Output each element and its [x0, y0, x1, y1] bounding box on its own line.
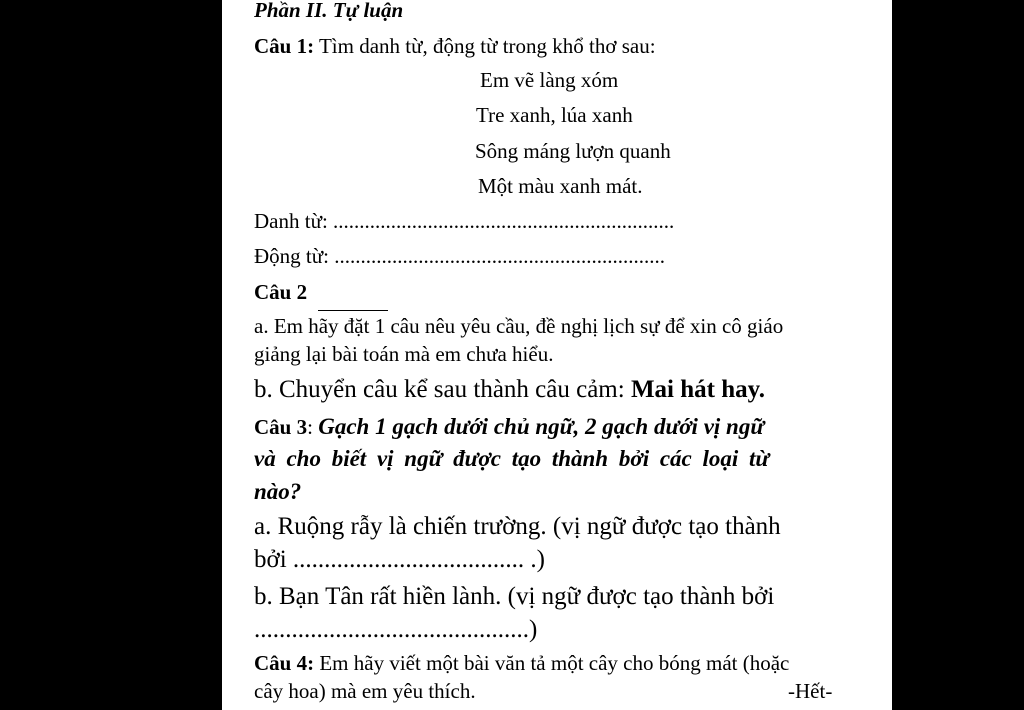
question-4-line-1 [254, 653, 789, 674]
poem-line-4: Một màu xanh mát. [478, 174, 643, 198]
question-4-label: Câu 4: [254, 651, 315, 675]
question-3-colon: : [307, 415, 319, 439]
document-page [222, 0, 892, 710]
section-title: Phần II. Tự luận [254, 0, 404, 22]
question-1-line [254, 36, 656, 57]
question-2b-prompt: b. Chuyển câu kể sau thành câu cảm: [254, 376, 631, 403]
question-3a-line-1: a. Ruộng rẫy là chiến trường. (vị ngữ được tạo thành [254, 513, 781, 540]
end-marker: -Hết- [788, 679, 833, 703]
overline-mark [318, 310, 388, 311]
poem-line-1: Em vẽ làng xóm [480, 68, 619, 92]
question-1-label: Câu 1: [254, 34, 315, 58]
verb-answer-line: Động từ: ............................................................... [254, 244, 665, 268]
question-4-line-2: cây hoa) mà em yêu thích. [254, 679, 476, 703]
question-4-prompt: Em hãy viết một bài văn tả một cây cho bóng mát (hoặc [314, 651, 790, 675]
noun-answer-line: Danh từ: ................................................................. [254, 209, 675, 233]
question-3a-line-2: bởi ..................................... .) [254, 546, 545, 573]
question-2b-line [254, 377, 765, 402]
question-2b-sentence: Mai hát hay. [630, 376, 765, 403]
question-3-prompt-1: Gạch 1 gạch dưới chủ ngữ, 2 gạch dưới vị ngữ [318, 414, 765, 439]
question-3b-line-2: ............................................) [254, 616, 538, 643]
question-3-label: Câu 3 [254, 415, 308, 439]
question-3-prompt-2: và cho biết vị ngữ được tạo thành bởi các loại từ [254, 446, 770, 471]
question-3-prompt-3: nào? [254, 479, 302, 504]
question-2a-line-1: a. Em hãy đặt 1 câu nêu yêu cầu, đề nghị lịch sự để xin cô giáo [254, 314, 784, 338]
question-2-label: Câu 2 [254, 280, 308, 304]
question-3-line-1 [254, 415, 764, 438]
question-1-prompt: Tìm danh từ, động từ trong khổ thơ sau: [314, 34, 656, 58]
question-3b-line-1: b. Bạn Tân rất hiền lành. (vị ngữ được tạo thành bởi [254, 583, 775, 610]
poem-line-2: Tre xanh, lúa xanh [476, 103, 633, 127]
question-2a-line-2: giảng lại bài toán mà em chưa hiểu. [254, 342, 554, 366]
poem-line-3: Sông máng lượn quanh [475, 139, 671, 163]
